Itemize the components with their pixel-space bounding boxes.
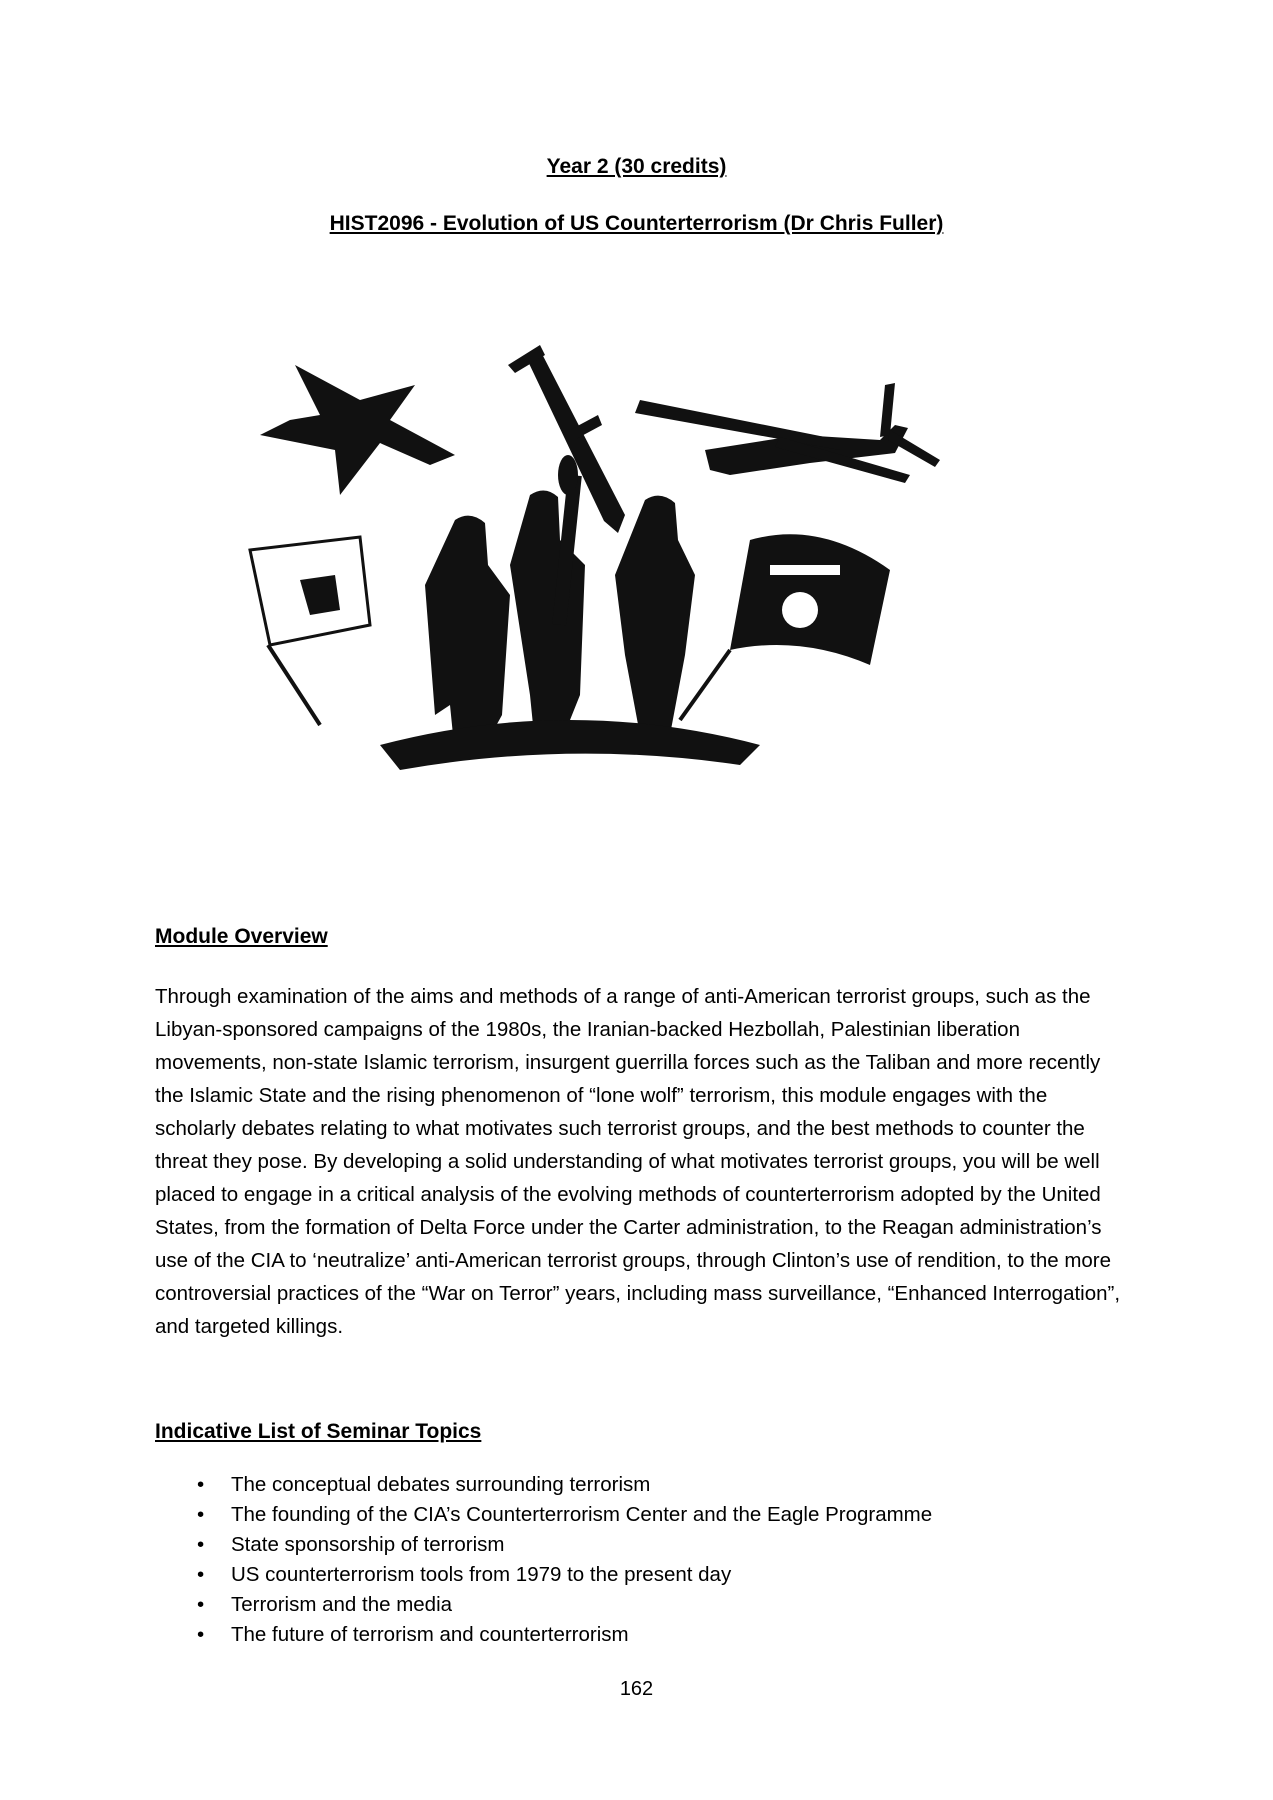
list-item [155, 1560, 1155, 1590]
page-number: 162 [619, 1678, 654, 1700]
bullet-icon: • [197, 1563, 205, 1586]
overview-heading: Module Overview [155, 925, 328, 948]
topic-label: Terrorism and the media [231, 1593, 453, 1616]
bullet-icon: • [197, 1593, 205, 1616]
list-item [155, 1500, 1155, 1530]
left-flag-icon [250, 537, 370, 725]
ground-icon [380, 720, 760, 770]
topic-label: The founding of the CIA’s Counterterrorism Center and the Eagle Programme [231, 1503, 933, 1526]
topic-label: State sponsorship of terrorism [231, 1533, 505, 1556]
fighter-jet-icon [260, 365, 455, 495]
bullet-icon: • [197, 1473, 205, 1496]
topics-list [155, 1470, 1155, 1650]
militant-figures-icon [425, 455, 695, 755]
list-item [155, 1470, 1155, 1500]
list-item [155, 1530, 1155, 1560]
year-heading: Year 2 (30 credits) [546, 155, 727, 178]
right-flag-icon [680, 534, 890, 720]
topic-label: The conceptual debates surrounding terrorism [231, 1473, 651, 1496]
topic-label: The future of terrorism and counterterrorism [231, 1623, 629, 1646]
drone-icon [635, 383, 940, 483]
counterterrorism-drawing-icon [240, 325, 1040, 865]
list-item [155, 1590, 1155, 1620]
module-title: HIST2096 - Evolution of US Counterterrorism (Dr Chris Fuller) [329, 212, 944, 235]
list-item [155, 1620, 1155, 1650]
topic-label: US counterterrorism tools from 1979 to the present day [231, 1563, 732, 1586]
topics-heading: Indicative List of Seminar Topics [155, 1420, 482, 1443]
bullet-icon: • [197, 1503, 205, 1526]
overview-paragraph: Through examination of the aims and methods of a range of anti-American terrorist groups, such as the Libyan-sponsored campaigns of the 1980s, the Iranian-backed Hezbollah, Palestinian liberation movements, non-state Islamic terrorism, insurgent guerrilla forces such as the Taliban and more recently the Islamic State and the rising phenomenon of “lone wolf” terrorism, this module engages with the scholarly debates relating to what motivates such terrorist groups, and the best methods to counter the threat they pose. By developing a solid understanding of what motivates terrorist groups, you will be well placed to engage in a critical analysis of the evolving methods of counterterrorism adopted by the United States, from the formation of Delta Force under the Carter administration, to the Reagan administration’s use of the CIA to ‘neutralize’ anti-American terrorist groups, through Clinton’s use of rendition, to the more controversial practices of the “War on Terror” years, including mass surveillance, “Enhanced Interrogation”, and targeted killings. [155, 985, 1121, 1338]
bullet-icon: • [197, 1623, 205, 1646]
bullet-icon: • [197, 1533, 205, 1556]
